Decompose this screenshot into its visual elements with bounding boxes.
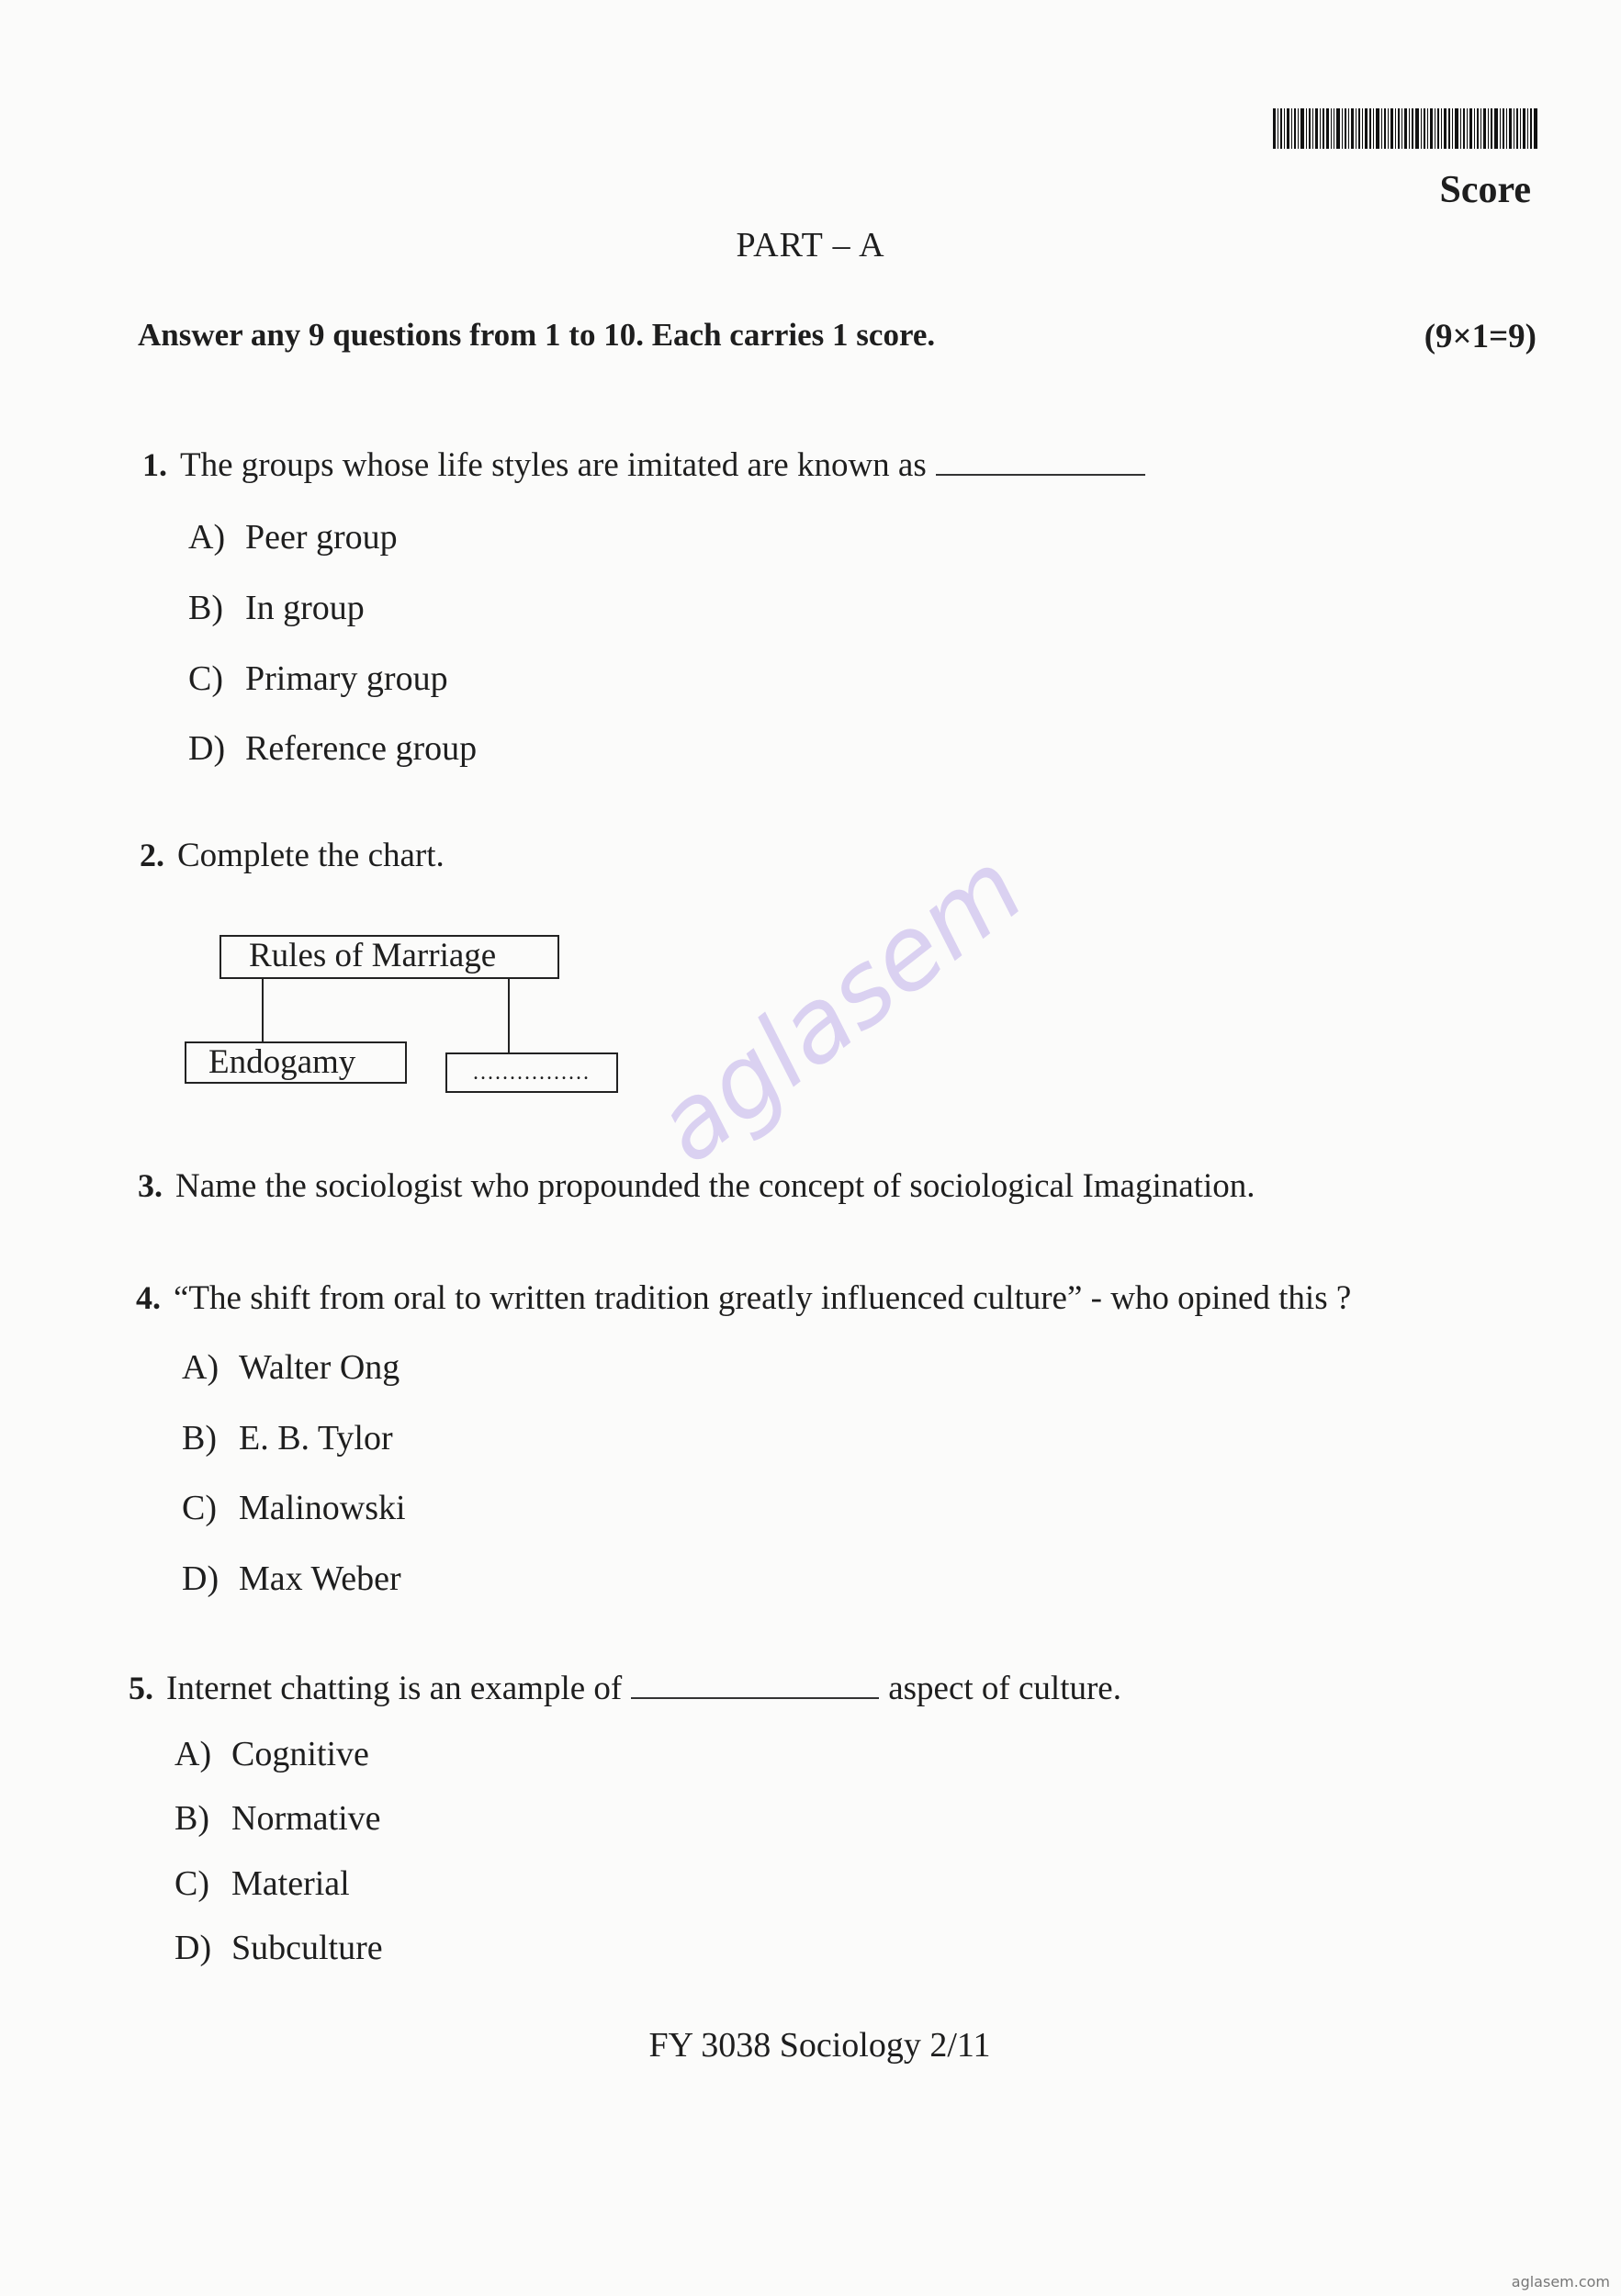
watermark: aglasem xyxy=(634,828,1045,1186)
option-b: B) In group xyxy=(188,589,365,627)
barcode xyxy=(1273,108,1537,149)
page-footer: FY 3038 Sociology 2/11 xyxy=(648,2026,991,2065)
question-4 xyxy=(136,1278,1351,1318)
option-b: B) E. B. Tylor xyxy=(182,1419,393,1458)
question-number: 4. xyxy=(136,1279,161,1316)
marks-allocation: (9×1=9) xyxy=(1424,318,1537,355)
question-2 xyxy=(140,836,445,875)
question-5 xyxy=(129,1669,1121,1708)
instructions: Answer any 9 questions from 1 to 10. Each carries 1 score. xyxy=(138,317,936,353)
option-d: D) Max Weber xyxy=(182,1559,401,1598)
chart-root-box: Rules of Marriage xyxy=(220,935,559,979)
option-a: A) Peer group xyxy=(188,518,398,557)
part-title: PART – A xyxy=(736,226,885,264)
chart-left-box: Endogamy xyxy=(185,1041,407,1084)
answer-blank xyxy=(631,1670,879,1699)
question-text: The groups whose life styles are imitated are known as xyxy=(180,446,927,484)
option-c: C) Material xyxy=(174,1864,350,1903)
option-c: C) Primary group xyxy=(188,659,448,698)
option-b: B) Normative xyxy=(174,1799,381,1838)
option-c: C) Malinowski xyxy=(182,1489,406,1527)
question-text: Name the sociologist who propounded the concept of sociological Imagination. xyxy=(175,1167,1255,1205)
chart-connector-right xyxy=(508,979,510,1052)
chart-blank-box: ................ xyxy=(445,1052,618,1093)
question-1 xyxy=(142,445,1145,485)
question-number: 1. xyxy=(142,446,167,483)
option-d: D) Reference group xyxy=(188,729,478,768)
score-label: Score xyxy=(1439,169,1531,211)
question-number: 3. xyxy=(138,1167,163,1204)
option-a: A) Walter Ong xyxy=(182,1348,400,1387)
question-number: 2. xyxy=(140,837,164,873)
answer-blank xyxy=(936,446,1145,476)
question-number: 5. xyxy=(129,1670,153,1706)
marriage-rules-chart xyxy=(179,935,629,1100)
question-text: “The shift from oral to written tradition greatly influenced culture” - who opined this ? xyxy=(174,1279,1352,1317)
site-credit: aglasem.com xyxy=(1511,2273,1610,2290)
question-text-after: aspect of culture. xyxy=(888,1670,1121,1707)
question-text: Complete the chart. xyxy=(177,837,445,874)
option-d: D) Subculture xyxy=(174,1929,383,1967)
chart-connector-left xyxy=(262,979,264,1041)
option-a: A) Cognitive xyxy=(174,1735,369,1773)
question-text-before: Internet chatting is an example of xyxy=(166,1670,623,1707)
